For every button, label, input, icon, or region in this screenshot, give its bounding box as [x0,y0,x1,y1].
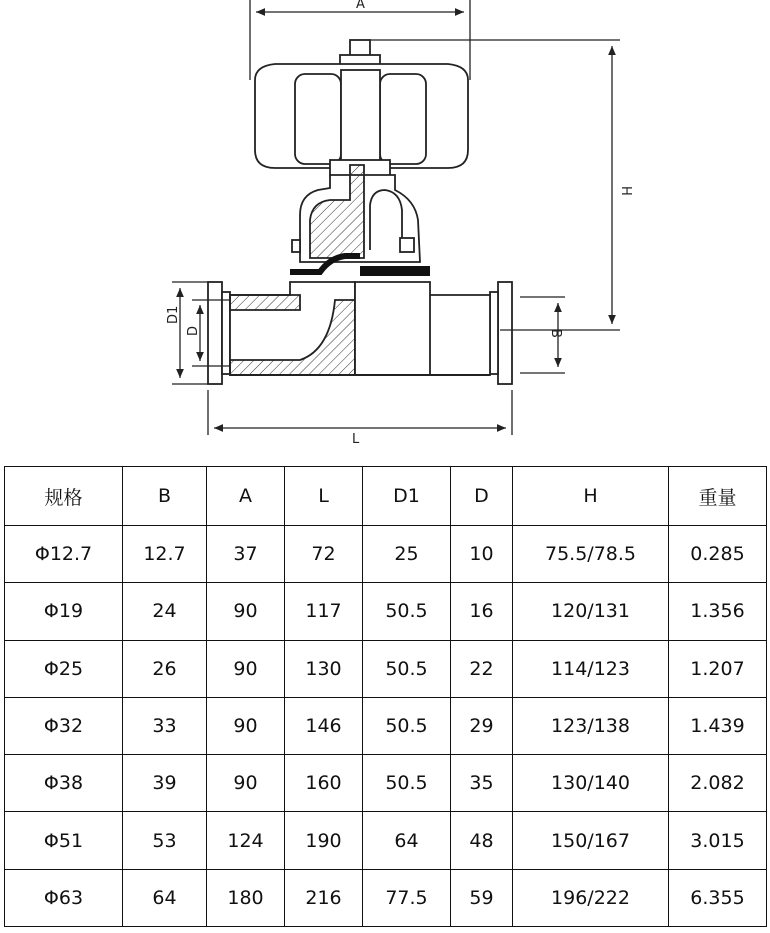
table-cell: 90 [207,640,285,697]
table-cell: 6.355 [669,869,767,926]
table-row [5,697,767,754]
table-cell: 59 [451,869,513,926]
table-cell: 10 [451,526,513,583]
table-row [5,812,767,869]
header-cell: D [451,467,513,526]
table-cell: 1.356 [669,583,767,640]
table-cell: Φ25 [5,640,123,697]
table-cell: 123/138 [513,697,669,754]
header-cell: L [285,467,363,526]
table-row [5,640,767,697]
dim-label-h: H [618,186,633,196]
table-cell: 24 [123,583,207,640]
table-cell: 26 [123,640,207,697]
table-cell: 22 [451,640,513,697]
dim-label-a: A [356,0,365,12]
dim-label-d1: D1 [166,305,181,324]
table-cell: 130 [285,640,363,697]
table-row [5,526,767,583]
table-cell: Φ32 [5,697,123,754]
table-cell: Φ19 [5,583,123,640]
table-cell: Φ63 [5,869,123,926]
table-cell: 77.5 [363,869,451,926]
table-cell: 39 [123,755,207,812]
header-cell: 规格 [5,467,123,526]
header-cell: B [123,467,207,526]
table-cell: 29 [451,697,513,754]
header-cell: H [513,467,669,526]
table-row [5,583,767,640]
table-cell: 64 [123,869,207,926]
table-cell: 190 [285,812,363,869]
specification-table [4,466,767,927]
table-cell: 16 [451,583,513,640]
table-cell: Φ51 [5,812,123,869]
table-cell: Φ38 [5,755,123,812]
table-cell: 12.7 [123,526,207,583]
table-cell: 90 [207,697,285,754]
table-cell: 117 [285,583,363,640]
table-cell: 35 [451,755,513,812]
table-cell: 72 [285,526,363,583]
table-cell: 1.207 [669,640,767,697]
table-cell: 50.5 [363,583,451,640]
header-cell: A [207,467,285,526]
table-cell: 25 [363,526,451,583]
table-cell: 37 [207,526,285,583]
dim-label-d: D [186,325,201,336]
header-cell: 重量 [669,467,767,526]
dim-label-b: B [548,329,563,338]
table-cell: 114/123 [513,640,669,697]
header-cell: D1 [363,467,451,526]
table-cell: 160 [285,755,363,812]
table-cell: Φ12.7 [5,526,123,583]
table-cell: 48 [451,812,513,869]
table-cell: 75.5/78.5 [513,526,669,583]
valve-technical-drawing [0,0,770,455]
table-cell: 120/131 [513,583,669,640]
table-cell: 2.082 [669,755,767,812]
table-cell: 216 [285,869,363,926]
table-cell: 50.5 [363,640,451,697]
table-cell: 150/167 [513,812,669,869]
table-cell: 33 [123,697,207,754]
table-cell: 3.015 [669,812,767,869]
table-cell: 50.5 [363,697,451,754]
handwheel [255,40,468,176]
table-row [5,869,767,926]
table-cell: 90 [207,755,285,812]
table-cell: 0.285 [669,526,767,583]
table-cell: 180 [207,869,285,926]
table-cell: 1.439 [669,697,767,754]
table-cell: 64 [363,812,451,869]
table-cell: 90 [207,583,285,640]
table-header-row [5,467,767,526]
table-cell: 196/222 [513,869,669,926]
table-cell: 50.5 [363,755,451,812]
valve-body [208,282,512,384]
table-cell: 146 [285,697,363,754]
dim-label-l: L [352,432,360,447]
table-row [5,755,767,812]
table-cell: 53 [123,812,207,869]
table-cell: 124 [207,812,285,869]
table-cell: 130/140 [513,755,669,812]
